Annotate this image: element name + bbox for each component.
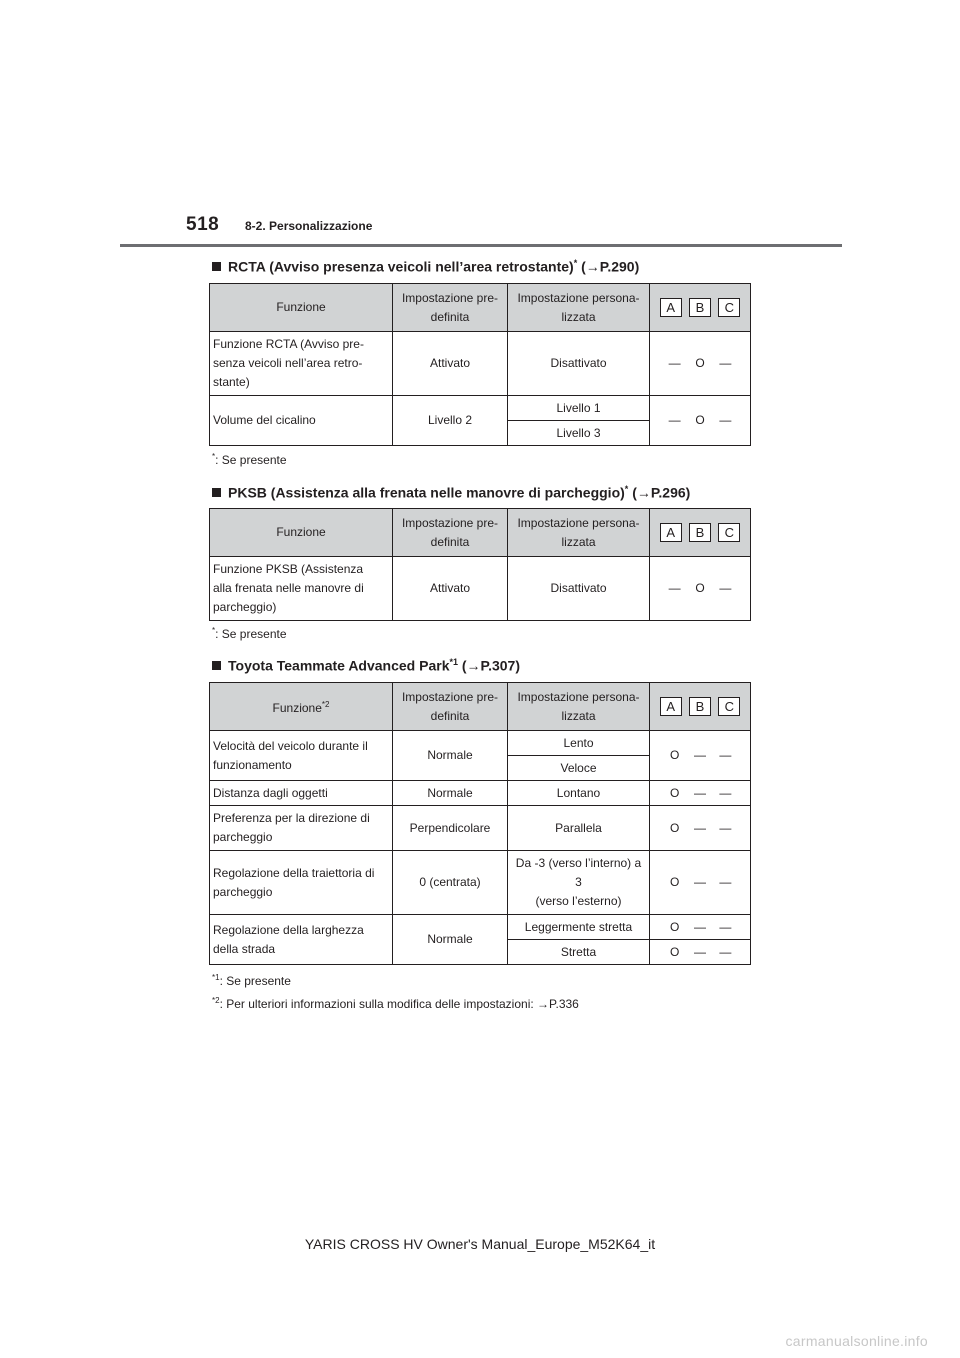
table-header-row (210, 509, 751, 557)
watermark: carmanualsonline.info (785, 1333, 928, 1349)
box-a: A (660, 298, 682, 317)
footnote: $^{*2}$: Per ulteriori informazioni sulla modifica delle impostazioni: →P.336 (212, 996, 579, 1011)
footnote: $^{*1}$: Se presente (212, 973, 291, 988)
page-number: 518 (186, 214, 220, 235)
column-default: Impostazione pre- definita (393, 683, 508, 731)
advanced-park-table: Funzione$^{*2}$ Impostazione pre- definita Impostazione persona- lizzata A B C Velocità del veicolo durante il funzionamento Normale Lento O — — Veloce Distanza dagli oggetti Normale Lontano O — — Preferenza per la direzione di parcheggio Perpendicolare Parallela O — — Regolazione della traiettoria di parcheggio 0 (centrata) Da -3 (verso l’interno) a 3 (verso l’esterno) O — — Regolazione della larghezza della strada Normale Leggermente stretta O — — Stretta O — — (209, 682, 751, 965)
table-row: Regolazione della traiettoria di parcheggio 0 (centrata) Da -3 (verso l’interno) a 3 (verso l’esterno) O — — (210, 851, 751, 915)
box-b: B (689, 523, 711, 542)
table-header-row (210, 284, 751, 332)
header-divider (120, 244, 842, 247)
column-custom: Impostazione persona- lizzata (508, 284, 650, 332)
footnote: *: Se presente (212, 452, 287, 467)
column-default: Impostazione pre- definita (393, 509, 508, 557)
column-default: Impostazione pre- definita (393, 284, 508, 332)
table-row: Funzione RCTA (Avviso pre- senza veicoli nell’area retro- stante) Attivato Disattivato — O — (210, 332, 751, 396)
box-b: B (689, 298, 711, 317)
footer-manual-title: YARIS CROSS HV Owner's Manual_Europe_M52K64_it (304, 1236, 656, 1252)
square-bullet-icon (212, 661, 221, 670)
table-row: Preferenza per la direzione di parcheggio Perpendicolare Parallela O — — (210, 806, 751, 851)
column-function: Funzione$^{*2}$ (210, 683, 393, 731)
column-function: Funzione (210, 284, 393, 332)
column-abc (650, 284, 751, 332)
square-bullet-icon (212, 262, 221, 271)
square-bullet-icon (212, 488, 221, 497)
table-row: Distanza dagli oggetti Normale Lontano O — — (210, 781, 751, 806)
column-abc (650, 509, 751, 557)
box-a: A (660, 523, 682, 542)
box-c: C (718, 298, 740, 317)
section-title: 8-2. Personalizzazione (245, 219, 373, 233)
table-header-row (210, 683, 751, 731)
box-c: C (718, 697, 740, 716)
column-abc (650, 683, 751, 731)
column-function: Funzione (210, 509, 393, 557)
table-row: Regolazione della larghezza della strada Normale Leggermente stretta O — — (210, 915, 751, 940)
table-row: Volume del cicalino Livello 2 Livello 1 — O — (210, 396, 751, 421)
table-row: Velocità del veicolo durante il funzionamento Normale Lento O — — (210, 731, 751, 756)
advanced-park-heading: Toyota Teammate Advanced Park$^{*1}$ (→P.307) (212, 657, 520, 674)
box-b: B (689, 697, 711, 716)
rcta-table: Funzione Impostazione pre- definita Impostazione persona- lizzata A B C Funzione RCTA (Avviso pre- senza veicoli nell’area retro- stante) Attivato Disattivato — O — Volume del cicalino Livello 2 Livello 1 — O — Livello 3 (209, 283, 751, 446)
column-custom: Impostazione persona- lizzata (508, 509, 650, 557)
pksb-heading: PKSB (Assistenza alla frenata nelle manovre di parcheggio)* (→P.296) (212, 484, 690, 501)
pksb-table (209, 508, 751, 621)
table-row: Funzione PKSB (Assistenza alla frenata nelle manovre di parcheggio) Attivato Disattivato — O — (210, 557, 751, 621)
box-c: C (718, 523, 740, 542)
rcta-heading: RCTA (Avviso presenza veicoli nell’area retrostante)* (→P.290) (212, 258, 639, 275)
box-a: A (660, 697, 682, 716)
column-custom: Impostazione persona- lizzata (508, 683, 650, 731)
footnote: *: Se presente (212, 626, 287, 641)
